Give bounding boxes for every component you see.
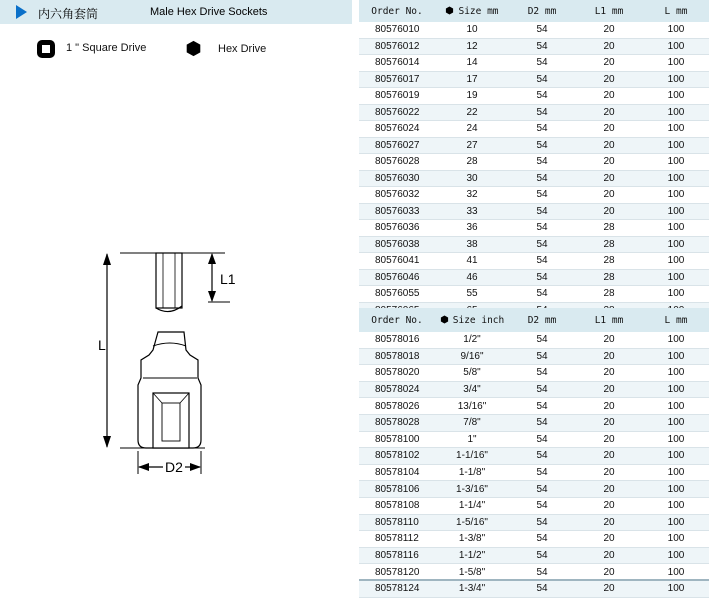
table-cell: 80576041 — [359, 253, 435, 270]
table-cell: 100 — [643, 71, 709, 88]
table-cell: 5/8" — [435, 365, 509, 382]
table-cell: 80576022 — [359, 104, 435, 121]
table-cell: 55 — [435, 286, 509, 303]
table-cell: 100 — [643, 121, 709, 138]
table-cell: 100 — [643, 448, 709, 465]
table-cell: 80576019 — [359, 88, 435, 105]
header-d2: D2 mm — [509, 0, 575, 22]
header-size — [435, 0, 509, 22]
arrow-icon — [190, 463, 201, 471]
table-cell: 28 — [575, 253, 643, 270]
table-row — [359, 22, 709, 38]
table-cell: 54 — [509, 104, 575, 121]
table-row — [359, 332, 709, 348]
table-row — [359, 154, 709, 171]
hex-drive-icon — [185, 40, 202, 57]
table-cell: 100 — [643, 38, 709, 55]
table-cell: 24 — [435, 121, 509, 138]
table-cell: 12 — [435, 38, 509, 55]
table-cell: 28 — [435, 154, 509, 171]
table-cell: 80576055 — [359, 286, 435, 303]
table-cell: 100 — [643, 170, 709, 187]
bottom-divider — [359, 579, 709, 581]
table-cell: 1-5/16" — [435, 514, 509, 531]
table-cell: 46 — [435, 269, 509, 286]
table-cell: 54 — [509, 220, 575, 237]
inch-table-body — [359, 332, 709, 597]
title-english: Male Hex Drive Sockets — [150, 6, 268, 18]
table-cell: 100 — [643, 88, 709, 105]
table-cell: 54 — [509, 203, 575, 220]
table-cell: 54 — [509, 414, 575, 431]
table-cell: 20 — [575, 121, 643, 138]
metric-size-table — [359, 0, 709, 319]
header-order-no: Order No. — [359, 308, 435, 332]
table-row — [359, 104, 709, 121]
square-drive-label: 1 " Square Drive — [66, 42, 147, 54]
table-row — [359, 381, 709, 398]
table-cell: 14 — [435, 55, 509, 72]
table-cell: 20 — [575, 71, 643, 88]
header-order-no: Order No. — [359, 0, 435, 22]
table-cell: 80578020 — [359, 365, 435, 382]
header-size — [435, 308, 509, 332]
table-cell: 54 — [509, 88, 575, 105]
metric-table-body — [359, 22, 709, 319]
table-row — [359, 431, 709, 448]
hex-bit — [156, 253, 182, 308]
table-cell: 28 — [575, 286, 643, 303]
table-cell: 20 — [575, 88, 643, 105]
table-cell: 100 — [643, 497, 709, 514]
table-cell: 54 — [509, 71, 575, 88]
table-cell: 1-1/4" — [435, 497, 509, 514]
table-cell: 100 — [643, 381, 709, 398]
table-cell: 1-1/8" — [435, 464, 509, 481]
inch-size-table — [359, 308, 709, 598]
table-row — [359, 286, 709, 303]
table-cell: 80576033 — [359, 203, 435, 220]
table-cell: 80578106 — [359, 481, 435, 498]
table-cell: 100 — [643, 22, 709, 38]
table-cell: 80578124 — [359, 580, 435, 597]
square-recess — [153, 393, 189, 448]
table-cell: 1-5/8" — [435, 564, 509, 581]
table-cell: 80576046 — [359, 269, 435, 286]
table-cell: 20 — [575, 55, 643, 72]
table-row — [359, 170, 709, 187]
table-cell: 100 — [643, 55, 709, 72]
table-cell: 80578100 — [359, 431, 435, 448]
header-size-label: Size inch — [452, 314, 505, 326]
table-row — [359, 547, 709, 564]
table-row — [359, 236, 709, 253]
table-row — [359, 121, 709, 138]
table-cell: 1" — [435, 431, 509, 448]
table-cell: 1-1/16" — [435, 448, 509, 465]
table-cell: 100 — [643, 414, 709, 431]
table-cell: 33 — [435, 203, 509, 220]
table-row — [359, 187, 709, 204]
table-cell: 100 — [643, 398, 709, 415]
table-cell: 54 — [509, 332, 575, 348]
table-header-row — [359, 308, 709, 332]
table-cell: 20 — [575, 332, 643, 348]
table-cell: 80576036 — [359, 220, 435, 237]
table-cell: 20 — [575, 22, 643, 38]
table-cell: 80576017 — [359, 71, 435, 88]
table-cell: 80576028 — [359, 154, 435, 171]
table-cell: 54 — [509, 398, 575, 415]
table-row — [359, 398, 709, 415]
table-cell: 54 — [509, 464, 575, 481]
table-row — [359, 564, 709, 581]
table-cell: 100 — [643, 253, 709, 270]
table-cell: 54 — [509, 22, 575, 38]
table-row — [359, 464, 709, 481]
table-cell: 80576030 — [359, 170, 435, 187]
table-cell: 100 — [643, 203, 709, 220]
table-cell: 54 — [509, 170, 575, 187]
title-chinese: 内六角套筒 — [38, 7, 99, 21]
table-cell: 80576012 — [359, 38, 435, 55]
table-cell: 100 — [643, 464, 709, 481]
table-cell: 54 — [509, 121, 575, 138]
table-cell: 100 — [643, 481, 709, 498]
table-cell: 80578024 — [359, 381, 435, 398]
header-d2: D2 mm — [509, 308, 575, 332]
table-cell: 54 — [509, 580, 575, 597]
hex-drive-label: Hex Drive — [218, 43, 267, 55]
table-cell: 54 — [509, 269, 575, 286]
table-row — [359, 55, 709, 72]
table-cell: 1-3/8" — [435, 531, 509, 548]
table-cell: 20 — [575, 381, 643, 398]
table-cell: 100 — [643, 286, 709, 303]
table-cell: 54 — [509, 286, 575, 303]
table-cell: 20 — [575, 414, 643, 431]
table-row — [359, 253, 709, 270]
table-cell: 1/2" — [435, 332, 509, 348]
table-cell: 54 — [509, 348, 575, 365]
table-cell: 80576032 — [359, 187, 435, 204]
table-cell: 80578116 — [359, 547, 435, 564]
table-cell: 54 — [509, 547, 575, 564]
play-triangle-icon — [16, 5, 27, 19]
table-cell: 54 — [509, 154, 575, 171]
table-cell: 20 — [575, 187, 643, 204]
arrow-icon — [103, 436, 111, 448]
table-row — [359, 220, 709, 237]
table-cell: 80578028 — [359, 414, 435, 431]
table-cell: 100 — [643, 531, 709, 548]
table-row — [359, 448, 709, 465]
dim-l-label: L — [98, 337, 106, 353]
header-l: L mm — [643, 308, 709, 332]
table-cell: 20 — [575, 104, 643, 121]
drive-legend — [0, 37, 352, 61]
table-cell: 80576027 — [359, 137, 435, 154]
table-cell: 3/4" — [435, 381, 509, 398]
table-cell: 54 — [509, 236, 575, 253]
table-cell: 20 — [575, 431, 643, 448]
table-cell: 80578018 — [359, 348, 435, 365]
table-cell: 80578104 — [359, 464, 435, 481]
table-cell: 19 — [435, 88, 509, 105]
table-cell: 1-1/2" — [435, 547, 509, 564]
table-cell: 80578026 — [359, 398, 435, 415]
table-cell: 10 — [435, 22, 509, 38]
table-cell: 13/16" — [435, 398, 509, 415]
header-bar — [0, 0, 352, 24]
table-cell: 80576024 — [359, 121, 435, 138]
table-cell: 80578108 — [359, 497, 435, 514]
table-row — [359, 38, 709, 55]
arrow-icon — [138, 463, 149, 471]
table-cell: 80576010 — [359, 22, 435, 38]
table-cell: 54 — [509, 448, 575, 465]
table-cell: 20 — [575, 154, 643, 171]
table-cell: 54 — [509, 55, 575, 72]
table-row — [359, 481, 709, 498]
table-cell: 20 — [575, 580, 643, 597]
table-row — [359, 514, 709, 531]
table-cell: 54 — [509, 187, 575, 204]
table-cell: 54 — [509, 38, 575, 55]
table-cell: 54 — [509, 365, 575, 382]
table-cell: 100 — [643, 187, 709, 204]
table-cell: 20 — [575, 170, 643, 187]
table-cell: 100 — [643, 580, 709, 597]
table-cell: 20 — [575, 365, 643, 382]
table-cell: 20 — [575, 564, 643, 581]
table-cell: 80576038 — [359, 236, 435, 253]
table-row — [359, 414, 709, 431]
table-cell: 80578016 — [359, 332, 435, 348]
table-cell: 28 — [575, 236, 643, 253]
table-cell: 80578120 — [359, 564, 435, 581]
dim-l1-label: L1 — [220, 271, 236, 287]
table-cell: 100 — [643, 236, 709, 253]
table-cell: 100 — [643, 564, 709, 581]
table-cell: 54 — [509, 497, 575, 514]
table-cell: 20 — [575, 514, 643, 531]
table-cell: 54 — [509, 137, 575, 154]
table-cell: 100 — [643, 547, 709, 564]
table-cell: 54 — [509, 514, 575, 531]
table-cell: 80578112 — [359, 531, 435, 548]
table-row — [359, 365, 709, 382]
table-cell: 30 — [435, 170, 509, 187]
table-cell: 100 — [643, 220, 709, 237]
table-cell: 54 — [509, 253, 575, 270]
table-cell: 54 — [509, 431, 575, 448]
table-cell: 20 — [575, 547, 643, 564]
table-cell: 100 — [643, 104, 709, 121]
table-cell: 20 — [575, 531, 643, 548]
table-cell: 54 — [509, 564, 575, 581]
table-cell: 1-3/16" — [435, 481, 509, 498]
table-row — [359, 71, 709, 88]
table-row — [359, 348, 709, 365]
dim-d2-label: D2 — [165, 459, 183, 475]
arrow-icon — [208, 291, 216, 302]
table-cell: 20 — [575, 448, 643, 465]
table-cell: 9/16" — [435, 348, 509, 365]
table-cell: 36 — [435, 220, 509, 237]
table-cell: 7/8" — [435, 414, 509, 431]
table-row — [359, 497, 709, 514]
table-cell: 41 — [435, 253, 509, 270]
header-l1: L1 mm — [575, 308, 643, 332]
header-size-label: Size mm — [458, 5, 499, 17]
table-cell: 100 — [643, 514, 709, 531]
table-cell: 80578110 — [359, 514, 435, 531]
table-cell: 54 — [509, 531, 575, 548]
hex-icon — [440, 315, 449, 324]
table-cell: 20 — [575, 464, 643, 481]
table-cell: 80578102 — [359, 448, 435, 465]
socket-drawing — [80, 240, 280, 480]
square-drive-icon — [37, 40, 55, 58]
table-cell: 20 — [575, 348, 643, 365]
table-row — [359, 269, 709, 286]
header-l1: L1 mm — [575, 0, 643, 22]
table-cell: 38 — [435, 236, 509, 253]
table-cell: 17 — [435, 71, 509, 88]
table-cell: 54 — [509, 381, 575, 398]
table-cell: 28 — [575, 220, 643, 237]
table-cell: 100 — [643, 137, 709, 154]
table-cell: 100 — [643, 348, 709, 365]
table-cell: 100 — [643, 332, 709, 348]
hex-icon — [445, 6, 454, 15]
table-cell: 27 — [435, 137, 509, 154]
table-cell: 20 — [575, 497, 643, 514]
table-cell: 22 — [435, 104, 509, 121]
table-row — [359, 137, 709, 154]
arrow-icon — [103, 253, 111, 265]
table-cell: 100 — [643, 269, 709, 286]
table-cell: 20 — [575, 203, 643, 220]
table-cell: 20 — [575, 137, 643, 154]
table-cell: 100 — [643, 431, 709, 448]
table-cell: 54 — [509, 481, 575, 498]
table-header-row — [359, 0, 709, 22]
table-cell: 28 — [575, 269, 643, 286]
table-cell: 20 — [575, 38, 643, 55]
table-cell: 1-3/4" — [435, 580, 509, 597]
table-row — [359, 531, 709, 548]
table-cell: 20 — [575, 398, 643, 415]
table-row — [359, 88, 709, 105]
table-cell: 80576014 — [359, 55, 435, 72]
header-l: L mm — [643, 0, 709, 22]
table-cell: 100 — [643, 154, 709, 171]
table-cell: 20 — [575, 481, 643, 498]
arrow-icon — [208, 253, 216, 264]
table-cell: 100 — [643, 365, 709, 382]
table-row — [359, 203, 709, 220]
table-cell: 32 — [435, 187, 509, 204]
